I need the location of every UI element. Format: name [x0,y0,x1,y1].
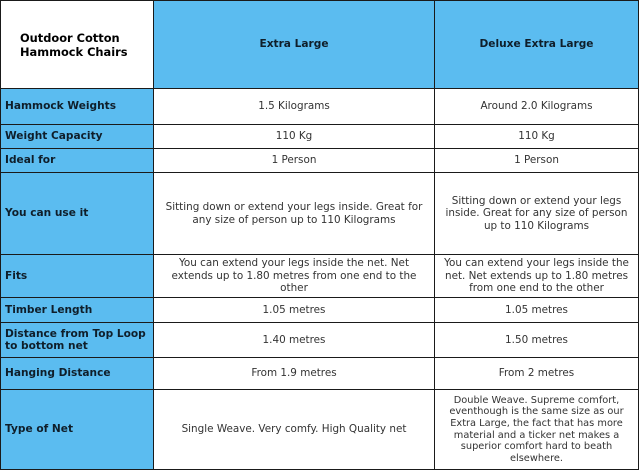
row-label: Fits [1,255,154,298]
row-value-extra-large: From 1.9 metres [154,358,435,390]
table-row [1,358,639,390]
row-value-deluxe: 1 Person [435,149,639,173]
header-row [1,1,639,89]
row-value-deluxe: You can extend your legs inside the net. Net extends up to 1.80 metres from one end to the other [435,255,639,298]
row-value-extra-large: You can extend your legs inside the net. Net extends up to 1.80 metres from one end to the other [154,255,435,298]
table-row [1,255,639,298]
row-label: Distance from Top Loop to bottom net [1,323,154,358]
row-value-extra-large: 1.05 metres [154,298,435,323]
row-value-extra-large: 1.5 Kilograms [154,89,435,125]
corner-title [1,1,154,89]
row-value-extra-large: Sitting down or extend your legs inside. Great for any size of person up to 110 Kilograms [154,173,435,255]
row-label: Weight Capacity [1,125,154,149]
row-label: Timber Length [1,298,154,323]
row-label: Type of Net [1,390,154,470]
row-value-deluxe: Around 2.0 Kilograms [435,89,639,125]
row-value-deluxe: 1.50 metres [435,323,639,358]
row-value-deluxe: From 2 metres [435,358,639,390]
row-value-deluxe: Double Weave. Supreme comfort, eventhough is the same size as our Extra Large, the fact that has more material and a ticker net makes a superior comfort hard to beath elsewhere. [435,390,639,470]
row-label: You can use it [1,173,154,255]
column-header-extra-large: Extra Large [154,1,435,89]
row-value-deluxe: 110 Kg [435,125,639,149]
table-row [1,173,639,255]
row-value-extra-large: 1.40 metres [154,323,435,358]
corner-title-text: Outdoor Cotton Hammock Chairs [20,30,128,59]
row-value-extra-large: 1 Person [154,149,435,173]
row-value-extra-large: 110 Kg [154,125,435,149]
table-row [1,390,639,470]
row-label: Hammock Weights [1,89,154,125]
column-header-deluxe-extra-large: Deluxe Extra Large [435,1,639,89]
row-value-deluxe: 1.05 metres [435,298,639,323]
row-label: Hanging Distance [1,358,154,390]
row-value-extra-large: Single Weave. Very comfy. High Quality net [154,390,435,470]
table-row [1,89,639,125]
table-row [1,125,639,149]
row-label: Ideal for [1,149,154,173]
table-row [1,323,639,358]
table-row [1,149,639,173]
table-row [1,298,639,323]
row-value-deluxe: Sitting down or extend your legs inside. Great for any size of person up to 110 Kilograms [435,173,639,255]
